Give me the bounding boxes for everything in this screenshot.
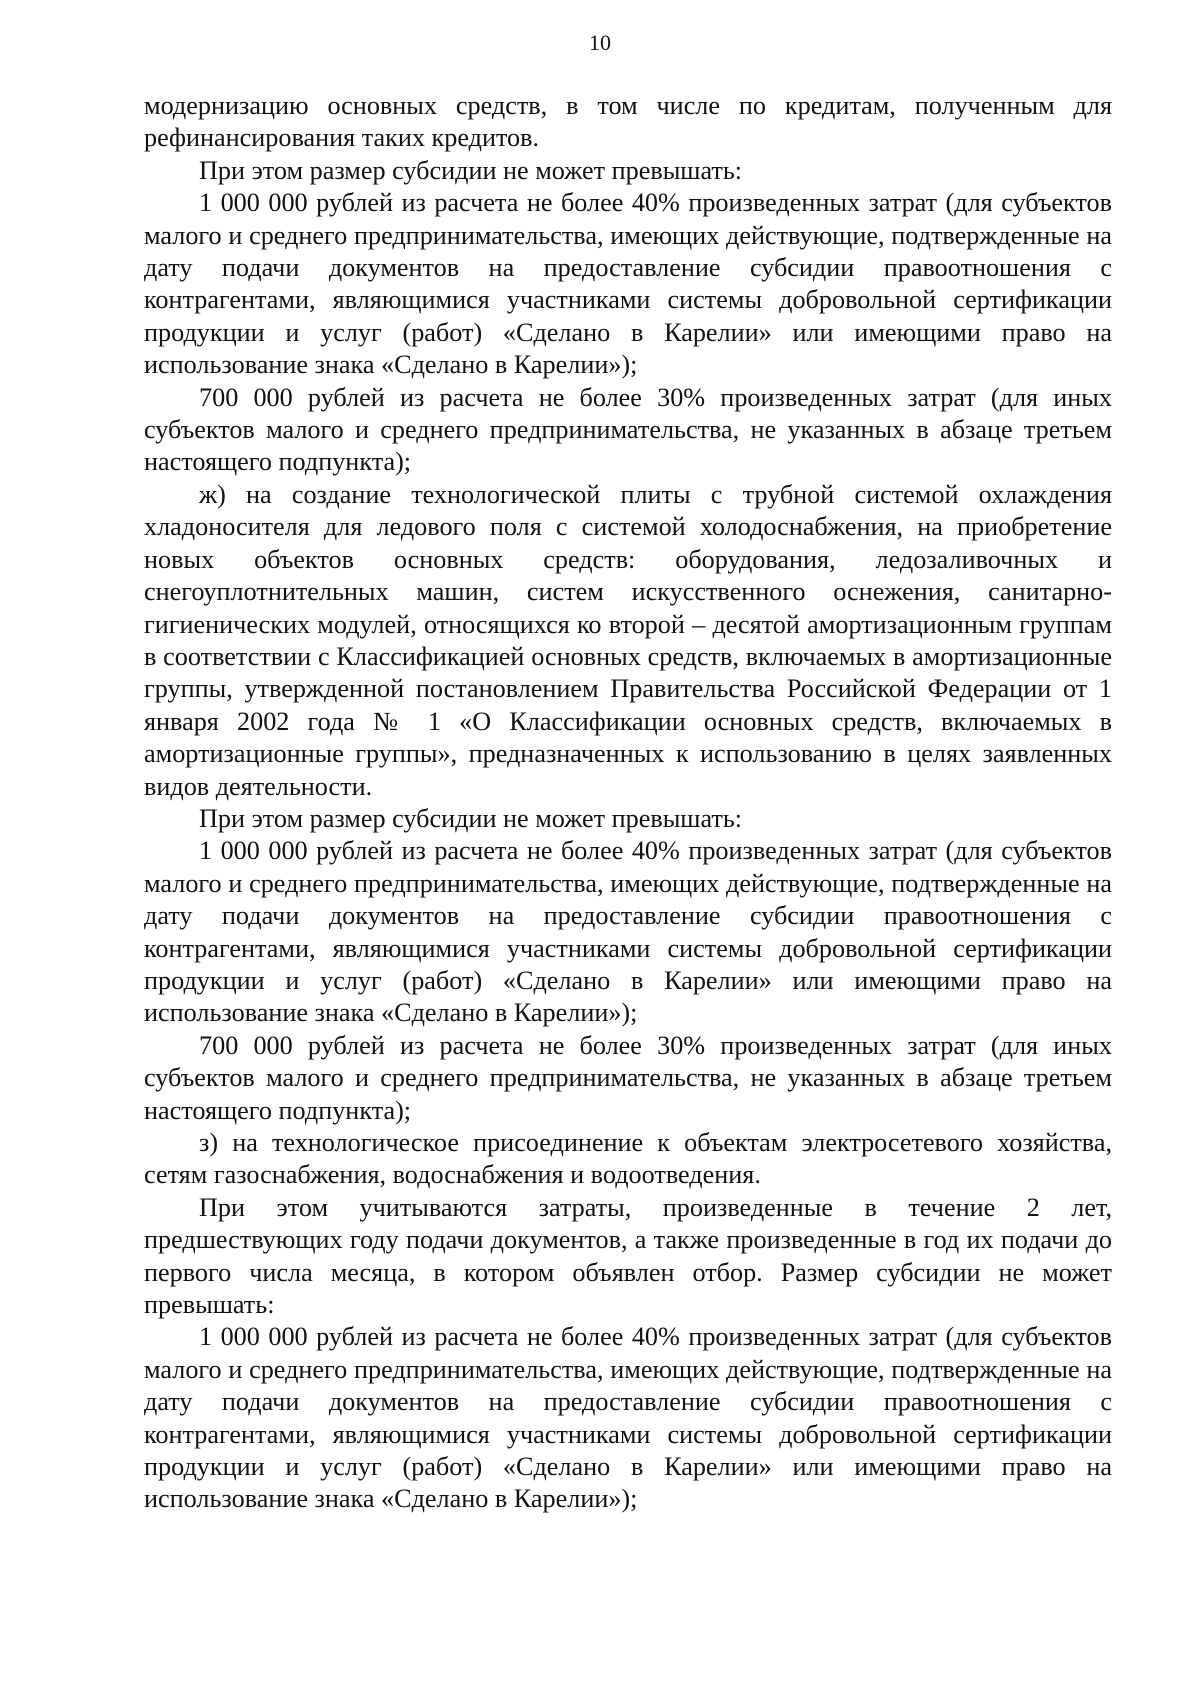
- page-number: 10: [589, 30, 611, 55]
- paragraph-7: 1 000 000 рублей из расчета не более 40% произведенных затрат (для субъектов малого и среднего предпринимательства, имеющих действующие, подтвержденные на дату подачи документов на предоставление субсидии правоотношения с контрагентами, являющимися участниками системы добровольной сертификации продукции и услуг (работ) «Сделано в Карелии» или имеющими право на использование знака «Сделано в Карелии»);: [144, 836, 1112, 1028]
- paragraph-9: з) на технологическое присоединение к объектам электросетевого хозяйства, сетям газоснабжения, водоснабжения и водоотведения.: [144, 1128, 1112, 1190]
- paragraph-5: ж) на создание технологической плиты с трубной системой охлаждения хладоносителя для ледового поля с системой холодоснабжения, на приобретение новых объектов основных средств: оборудования, ледозаливочных и снегоуплотнительных машин, систем искусственного оснежения, санитарно-гигиенических модулей, относящихся ко второй – десятой амортизационным группам в соответствии с Классификацией основных средств, включаемых в амортизационные группы, утвержденной постановлением Правительства Российской Федерации от 1 января 2002 года № 1 «О Классификации основных средств, включаемых в амортизационные группы», предназначенных к использованию в целях заявленных видов деятельности.: [144, 479, 1112, 801]
- paragraph-10: При этом учитываются затраты, произведенные в течение 2 лет, предшествующих году подачи документов, а также произведенные в год их подачи до первого числа месяца, в котором объявлен отбор. Размер субсидии не может превышать:: [144, 1192, 1112, 1320]
- paragraph-6: При этом размер субсидии не может превышать:: [199, 803, 743, 833]
- paragraph-8: 700 000 рублей из расчета не более 30% произведенных затрат (для иных субъектов малого и среднего предпринимательства, не указанных в абзаце третьем настоящего подпункта);: [144, 1030, 1112, 1125]
- paragraph-11: 1 000 000 рублей из расчета не более 40% произведенных затрат (для субъектов малого и среднего предпринимательства, имеющих действующие, подтвержденные на дату подачи документов на предоставление субсидии правоотношения с контрагентами, являющимися участниками системы добровольной сертификации продукции и услуг (работ) «Сделано в Карелии» или имеющими право на использование знака «Сделано в Карелии»);: [144, 1322, 1112, 1514]
- paragraph-3: 1 000 000 рублей из расчета не более 40% произведенных затрат (для субъектов малого и среднего предпринимательства, имеющих действующие, подтвержденные на дату подачи документов на предоставление субсидии правоотношения с контрагентами, являющимися участниками системы добровольной сертификации продукции и услуг (работ) «Сделано в Карелии» или имеющими право на использование знака «Сделано в Карелии»);: [144, 188, 1112, 380]
- paragraph-1: модернизацию основных средств, в том числе по кредитам, полученным для рефинансирования таких кредитов.: [144, 91, 1112, 153]
- paragraph-4: 700 000 рублей из расчета не более 30% произведенных затрат (для иных субъектов малого и среднего предпринимательства, не указанных в абзаце третьем настоящего подпункта);: [144, 382, 1112, 477]
- paragraph-2: При этом размер субсидии не может превышать:: [199, 155, 743, 185]
- document-body: [144, 90, 1112, 1516]
